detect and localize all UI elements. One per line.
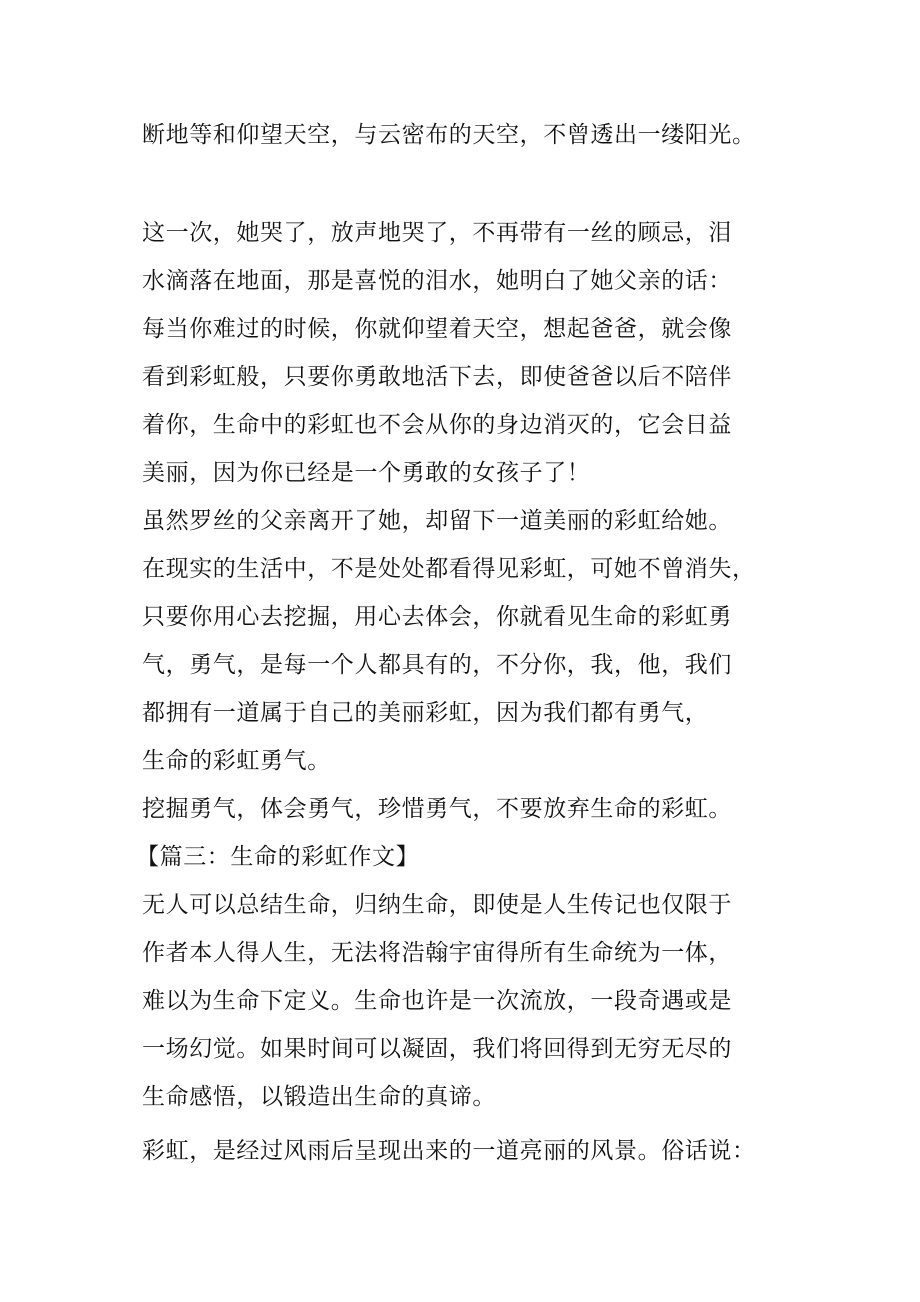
paragraph-line: 气，勇气，是每一个人都具有的，不分你，我，他，我们 xyxy=(142,652,732,678)
paragraph-line: 看到彩虹般，只要你勇敢地活下去，即使爸爸以后不陪伴 xyxy=(142,364,732,390)
paragraph-line: 虽然罗丝的父亲离开了她，却留下一道美丽的彩虹给她。 xyxy=(142,508,732,534)
paragraph-line: 无人可以总结生命，归纳生命，即使是人生传记也仅限于 xyxy=(142,892,732,918)
paragraph-line: 断地等和仰望天空，与云密布的天空，不曾透出一缕阳光。 xyxy=(142,122,756,148)
paragraph-line: 美丽，因为你已经是一个勇敢的女孩子了！ xyxy=(142,460,591,486)
paragraph-line: 难以为生命下定义。生命也许是一次流放，一段奇遇或是 xyxy=(142,988,732,1014)
paragraph-line: 彩虹，是经过风雨后呈现出来的一道亮丽的风景。俗话说： xyxy=(142,1138,756,1164)
paragraph-line: 作者本人得人生，无法将浩翰宇宙得所有生命统为一体， xyxy=(142,940,732,966)
paragraph-line: 这一次，她哭了，放声地哭了，不再带有一丝的顾忌，泪 xyxy=(142,220,732,246)
paragraph-line: 水滴落在地面，那是喜悦的泪水，她明白了她父亲的话： xyxy=(142,268,732,294)
paragraph-line: 在现实的生活中，不是处处都看得见彩虹，可她不曾消失， xyxy=(142,556,756,582)
paragraph-line: 挖掘勇气，体会勇气，珍惜勇气，不要放弃生命的彩虹。 xyxy=(142,796,732,822)
paragraph-line: 都拥有一道属于自己的美丽彩虹，因为我们都有勇气， xyxy=(142,700,709,726)
paragraph-line: 一场幻觉。如果时间可以凝固，我们将回得到无穷无尽的 xyxy=(142,1036,732,1062)
section-heading: 【篇三：生命的彩虹作文】 xyxy=(136,844,420,870)
paragraph-line: 着你，生命中的彩虹也不会从你的身边消灭的，它会日益 xyxy=(142,412,732,438)
paragraph-line: 生命的彩虹勇气。 xyxy=(142,748,331,774)
paragraph-line: 每当你难过的时候，你就仰望着天空，想起爸爸，就会像 xyxy=(142,316,732,342)
paragraph-line: 生命感悟，以锻造出生命的真谛。 xyxy=(142,1084,496,1110)
paragraph-line: 只要你用心去挖掘，用心去体会，你就看见生命的彩虹勇 xyxy=(142,604,732,630)
